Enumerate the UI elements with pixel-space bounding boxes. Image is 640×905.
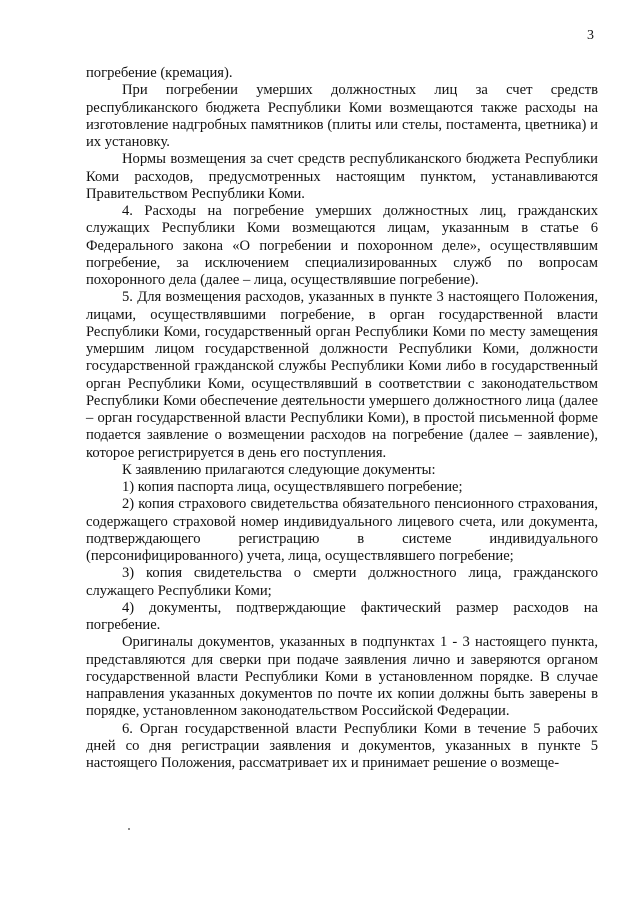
- list-item-1: 1) копия паспорта лица, осуществлявшего погребение;: [122, 479, 463, 495]
- paragraph-item-4: 4. Расходы на погребение умерших должностных лиц, гражданских служащих Республики Коми возмещаются лицам, указанным в статье 6 Федерального закона «О погребении и похоронном деле», осуществлявшим погребение, за исключением специализированных служб по вопросам похоронного дела (далее – лица, осуществлявшие погребение).: [86, 203, 598, 288]
- paragraph-originals: Оригиналы документов, указанных в подпунктах 1 - 3 настоящего пункта, представляются для сверки при подаче заявления лично и заверяются органом государственной власти Республики Коми в установленном порядке. В случае направления указанных документов по почте их копии должны быть заверены в порядке, установленном законодательством Российской Федерации.: [86, 634, 598, 720]
- paragraph-documents-intro: К заявлению прилагаются следующие документы:: [122, 461, 436, 478]
- list-item-4: 4) документы, подтверждающие фактический размер расходов на погребение.: [86, 599, 598, 633]
- paragraph-item-5: 5. Для возмещения расходов, указанных в пункте 3 настоящего Положения, лицами, осуществлявшими погребение, в орган государственной власти Республики Коми, государственный орган Республики Коми по месту замещения умершим лицом государственной должности Республики Коми, должности государственной гражданской службы Республики Коми либо в государственный орган Республики Коми, осуществлявший в соответствии с законодательством Республики Коми обеспечение деятельности умершего должностного лица (далее – орган государственной власти Республики Коми), в простой письменной форме подается заявление о возмещении расходов на погребение (далее – заявление), которое регистрируется в день его поступления.: [86, 289, 598, 461]
- paragraph-continuation: погребение (кремация).: [86, 65, 233, 81]
- list-item-3: 3) копия свидетельства о смерти должностного лица, гражданского служащего Республики Коми;: [86, 565, 598, 599]
- paragraph-norms: Нормы возмещения за счет средств республиканского бюджета Республики Коми расходов, предусмотренных настоящим пунктом, устанавливаются Правительством Республики Коми.: [86, 151, 598, 202]
- document-body: [86, 65, 598, 772]
- list-item-2: 2) копия страхового свидетельства обязательного пенсионного страхования, содержащего страховой номер индивидуального лицевого счета, или документа, подтверждающего регистрацию в системе индивидуального (персонифицированного) учета, лица, осуществлявшего погребение;: [86, 496, 598, 564]
- paragraph-item-6: 6. Орган государственной власти Республики Коми в течение 5 рабочих дней со дня регистрации заявления и документов, указанных в пункте 5 настоящего Положения, рассматривает их и принимает решение о возмеще-: [86, 720, 598, 771]
- paragraph-monuments: При погребении умерших должностных лиц за счет средств республиканского бюджета Республики Коми возмещаются также расходы на изготовление надгробных памятников (плиты или стелы, постамента, цветника) и их установку.: [86, 82, 598, 150]
- page-number: 3: [587, 28, 594, 43]
- scan-speck: [128, 828, 130, 830]
